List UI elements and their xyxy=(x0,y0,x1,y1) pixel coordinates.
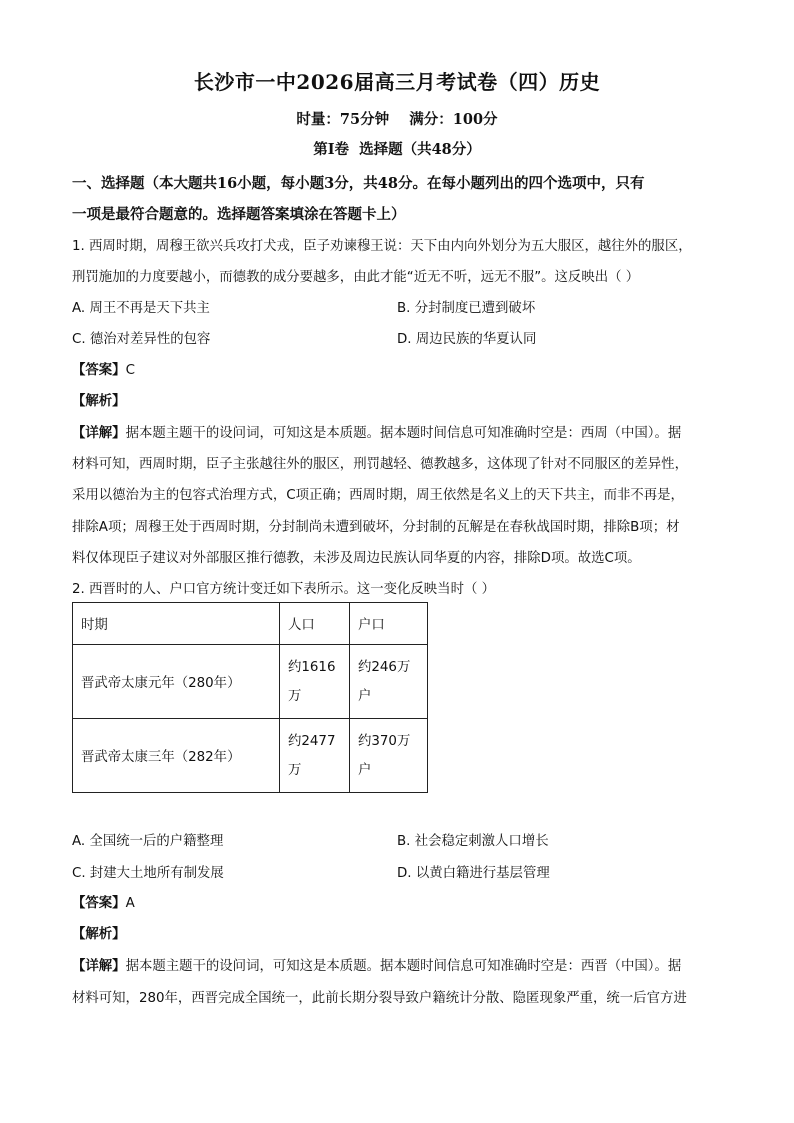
table-cell-period: 晋武帝太康三年（282年） xyxy=(73,719,280,793)
page-title: 长沙市一中2026届高三月考试卷（四）历史 xyxy=(193,70,601,94)
answer-value: C xyxy=(125,363,135,378)
table-header-cell: 人口 xyxy=(280,603,350,645)
q2-detail-line-2: 材料可知，280年，西晋完成全国统一，此前长期分裂导致户籍统计分散、隐匿现象严重，统一后官方进 xyxy=(72,991,687,1006)
table-header-cell: 时期 xyxy=(73,603,280,645)
detail-label: 【详解】 xyxy=(72,426,126,441)
population-value: 约1616 xyxy=(288,659,336,675)
q2-option-b: B. 社会稳定刺激人口增长 xyxy=(397,834,549,849)
table-cell-population xyxy=(280,719,350,793)
population-unit: 万 xyxy=(288,688,302,704)
table-row xyxy=(73,719,428,793)
households-value: 约370万 xyxy=(358,733,411,749)
q2-option-a: A. 全国统一后的户籍整理 xyxy=(72,834,224,849)
table-cell-period: 晋武帝太康元年（280年） xyxy=(73,645,280,719)
households-unit: 户 xyxy=(358,762,372,778)
instructions-line-1: 一、选择题（本大题共16小题，每小题3分，共48分。在每小题列出的四个选项中，只有 xyxy=(72,175,645,192)
instructions-line-2: 一项是最符合题意的。选择题答案填涂在答题卡上） xyxy=(72,206,406,223)
q2-answer xyxy=(72,892,135,911)
q1-option-c: C. 德治对差异性的包容 xyxy=(72,332,211,347)
answer-label: 【答案】 xyxy=(72,363,126,378)
q1-stem-line-2: 刑罚施加的力度要越小，而德教的成分要越多，由此才能“近无不听，远无不服”。这反映出（ ） xyxy=(72,270,640,285)
detail-text: 据本题主题干的设问词，可知这是本质题。据本题时间信息可知准确时空是：西晋（中国）。据 xyxy=(125,959,682,974)
q2-option-d: D. 以黄白籍进行基层管理 xyxy=(397,866,550,881)
table-header-row xyxy=(73,603,428,645)
population-unit: 万 xyxy=(288,762,302,778)
q1-detail-line-4: 排除A项；周穆王处于西周时期，分封制尚未遭到破坏，分封制的瓦解是在春秋战国时期，排除B项；材 xyxy=(72,520,680,535)
table-header-cell: 户口 xyxy=(350,603,428,645)
q1-detail-line-1 xyxy=(72,422,722,441)
table-cell-households xyxy=(350,645,428,719)
q1-option-d: D. 周边民族的华夏认同 xyxy=(397,332,537,347)
q2-option-c: C. 封建大土地所有制发展 xyxy=(72,866,224,881)
q1-stem-line-1: 1. 西周时期，周穆王欲兴兵攻打犬戎，臣子劝谏穆王说：天下由内向外划分为五大服区，越往外的服区， xyxy=(72,239,692,254)
q2-detail-line-1 xyxy=(72,955,722,974)
q1-option-b: B. 分封制度已遭到破坏 xyxy=(397,301,536,316)
q1-option-a: A. 周王不再是天下共主 xyxy=(72,301,210,316)
q1-detail-line-2: 材料可知，西周时期，臣子主张越往外的服区，刑罚越轻、德教越多，这体现了针对不同服区的差异性， xyxy=(72,457,688,472)
q2-analysis-label: 【解析】 xyxy=(72,927,126,942)
q1-detail-line-3: 采用以德治为主的包容式治理方式，C项正确；西周时期，周王依然是名义上的天下共主，而非不再是， xyxy=(72,488,684,503)
section-heading: 第Ⅰ卷 选择题（共48分） xyxy=(313,141,481,158)
exam-meta: 时量：75分钟 满分：100分 xyxy=(296,111,498,128)
households-unit: 户 xyxy=(358,688,372,704)
detail-label: 【详解】 xyxy=(72,959,126,974)
table-row xyxy=(73,645,428,719)
q1-analysis-label: 【解析】 xyxy=(72,394,126,409)
population-value: 约2477 xyxy=(288,733,336,749)
detail-text: 据本题主题干的设问词，可知这是本质题。据本题时间信息可知准确时空是：西周（中国）。据 xyxy=(125,426,682,441)
q1-detail-line-5: 料仅体现臣子建议对外部服区推行德教，未涉及周边民族认同华夏的内容，排除D项。故选C项。 xyxy=(72,551,641,566)
table-cell-population xyxy=(280,645,350,719)
q2-stem: 2. 西晋时的人、户口官方统计变迁如下表所示。这一变化反映当时（ ） xyxy=(72,582,496,597)
households-value: 约246万 xyxy=(358,659,411,675)
answer-label: 【答案】 xyxy=(72,896,126,911)
table-cell-households xyxy=(350,719,428,793)
q1-answer xyxy=(72,359,135,378)
population-table xyxy=(72,602,428,793)
answer-value: A xyxy=(125,896,135,911)
